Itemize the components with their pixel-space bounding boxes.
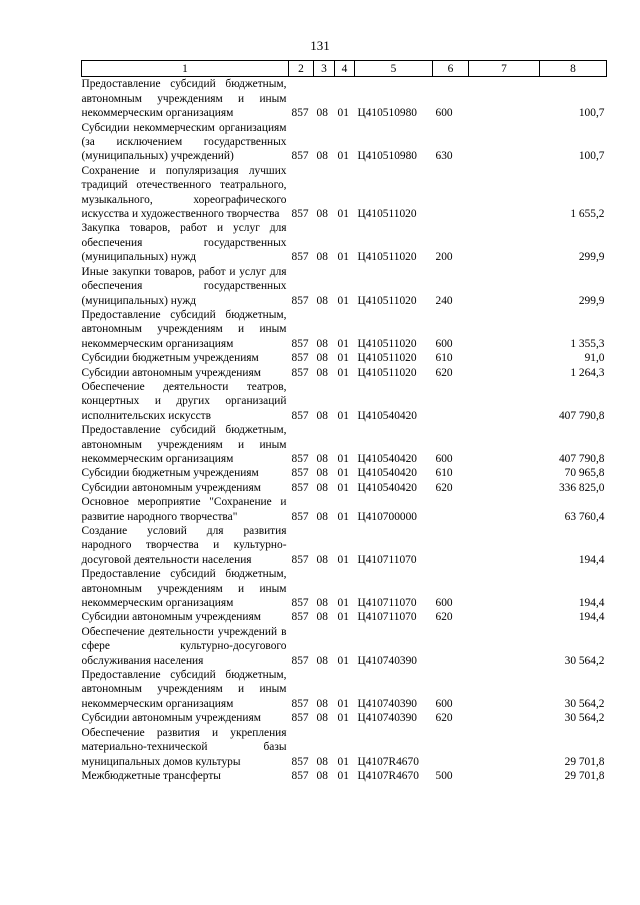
subsection-code: 01 (337, 510, 349, 523)
target-article-code: Ц410511020 (357, 251, 417, 264)
row-name: Субсидии автономным учреждениям (81, 366, 261, 379)
row-name: Иные закупки товаров, работ и услуг для обеспечения государственных (муниципальных) нужд (81, 265, 287, 307)
amount: 299,9 (578, 251, 605, 264)
subsection-code: 01 (337, 467, 349, 480)
expense-type-code: 600 (435, 337, 453, 350)
section-code: 08 (316, 611, 328, 624)
target-article-code: Ц410511020 (357, 294, 417, 307)
table-row (82, 351, 607, 365)
expense-type-code (433, 380, 469, 423)
target-article-code: Ц410511020 (357, 366, 417, 379)
amount: 336 825,0 (558, 481, 605, 494)
section-code: 08 (316, 467, 328, 480)
row-name: Субсидии бюджетным учреждениям (81, 352, 259, 365)
subsection-code: 01 (337, 712, 349, 725)
row-name: Субсидии автономным учреждениям (81, 712, 261, 725)
row-name: Обеспечение деятельности театров, концертных и других организаций исполнительских искусств (81, 380, 287, 422)
section-code: 08 (316, 697, 328, 710)
expense-type-code: 610 (435, 352, 453, 365)
column-7-value (469, 366, 540, 380)
row-name: Основное мероприятие "Сохранение и развитие народного творчества" (81, 496, 287, 523)
ministry-code: 857 (291, 208, 309, 221)
subsection-code: 01 (337, 755, 349, 768)
section-code: 08 (316, 452, 328, 465)
column-7-value (469, 308, 540, 351)
expense-type-code: 610 (435, 467, 453, 480)
column-7-value (469, 524, 540, 567)
subsection-code: 01 (337, 611, 349, 624)
column-7-value (469, 466, 540, 480)
section-code: 08 (316, 510, 328, 523)
column-header-4: 4 (335, 61, 355, 77)
expense-type-code (433, 495, 469, 524)
subsection-code: 01 (337, 337, 349, 350)
row-name: Создание условий для развития народного творчества и культурно-досуговой деятельности населения (81, 525, 287, 566)
column-7-value (469, 164, 540, 222)
ministry-code: 857 (291, 337, 309, 350)
ministry-code: 857 (291, 452, 309, 465)
table-row (82, 769, 607, 783)
table-row (82, 466, 607, 480)
row-name: Субсидии автономным учреждениям (81, 481, 261, 494)
section-code: 08 (316, 352, 328, 365)
column-header-6: 6 (433, 61, 469, 77)
table-row (82, 726, 607, 769)
amount: 91,0 (584, 352, 605, 365)
page-number: 131 (310, 38, 330, 53)
target-article-code: Ц410711070 (357, 611, 417, 624)
target-article-code: Ц410540420 (357, 409, 417, 422)
ministry-code: 857 (291, 409, 309, 422)
row-name: Субсидии некоммерческим организациям (за исключением государственных (муниципальных) учреждений) (81, 121, 287, 163)
subsection-code: 01 (337, 597, 349, 610)
target-article-code: Ц410711070 (357, 597, 417, 610)
section-code: 08 (316, 208, 328, 221)
column-7-value (469, 668, 540, 711)
ministry-code: 857 (291, 611, 309, 624)
expense-type-code: 620 (435, 481, 453, 494)
table-header (82, 61, 607, 77)
ministry-code: 857 (291, 769, 309, 782)
ministry-code: 857 (291, 597, 309, 610)
expense-type-code (433, 524, 469, 567)
expense-type-code: 620 (435, 712, 453, 725)
expense-type-code: 600 (435, 597, 453, 610)
subsection-code: 01 (337, 352, 349, 365)
amount: 194,4 (578, 553, 605, 566)
ministry-code: 857 (291, 697, 309, 710)
column-7-value (469, 77, 540, 121)
ministry-code: 857 (291, 510, 309, 523)
target-article-code: Ц410510980 (357, 107, 417, 120)
column-header-1: 1 (82, 61, 289, 77)
column-7-value (469, 481, 540, 495)
row-name: Обеспечение деятельности учреждений в сфере культурно-досугового обслуживания населения (81, 625, 287, 667)
target-article-code: Ц410740390 (357, 712, 417, 725)
target-article-code: Ц410540420 (357, 481, 417, 494)
expense-type-code: 620 (435, 366, 453, 379)
table-row (82, 265, 607, 308)
table-row (82, 380, 607, 423)
column-header-2: 2 (289, 61, 314, 77)
table-row (82, 495, 607, 524)
amount: 100,7 (578, 107, 605, 120)
section-code: 08 (316, 755, 328, 768)
budget-table (81, 60, 607, 783)
subsection-code: 01 (337, 452, 349, 465)
section-code: 08 (316, 553, 328, 566)
amount: 194,4 (578, 597, 605, 610)
row-name: Предоставление субсидий бюджетным, автономным учреждениям и иным некоммерческим организациям (81, 669, 287, 710)
row-name: Субсидии автономным учреждениям (81, 611, 261, 624)
amount: 29 701,8 (564, 755, 605, 768)
row-name: Обеспечение развития и укрепления материально-технической базы муниципальных домов культуры (81, 726, 287, 768)
amount: 1 264,3 (570, 366, 605, 379)
column-7-value (469, 495, 540, 524)
ministry-code: 857 (291, 481, 309, 494)
table-row (82, 567, 607, 610)
ministry-code: 857 (291, 366, 309, 379)
table-row (82, 423, 607, 466)
target-article-code: Ц410540420 (357, 467, 417, 480)
ministry-code: 857 (291, 553, 309, 566)
expense-type-code: 200 (435, 251, 453, 264)
expense-type-code (433, 726, 469, 769)
section-code: 08 (316, 712, 328, 725)
amount: 30 564,2 (564, 654, 605, 667)
amount: 407 790,8 (558, 409, 605, 422)
section-code: 08 (316, 251, 328, 264)
expense-type-code: 600 (435, 697, 453, 710)
row-name: Субсидии бюджетным учреждениям (81, 467, 259, 480)
subsection-code: 01 (337, 481, 349, 494)
row-name: Закупка товаров, работ и услуг для обеспечения государственных (муниципальных) нужд (81, 222, 287, 264)
subsection-code: 01 (337, 251, 349, 264)
table-row (82, 121, 607, 164)
target-article-code: Ц410740390 (357, 654, 417, 667)
table-row (82, 524, 607, 567)
expense-type-code: 620 (435, 611, 453, 624)
amount: 70 965,8 (564, 467, 605, 480)
expense-type-code: 500 (435, 769, 453, 782)
table-row (82, 164, 607, 222)
row-name: Сохранение и популяризация лучших традиций отечественного театрального, музыкального, хореографического искусства и художественного творчества (81, 164, 287, 221)
column-header-8: 8 (540, 61, 607, 77)
amount: 100,7 (578, 150, 605, 163)
ministry-code: 857 (291, 352, 309, 365)
column-7-value (469, 625, 540, 668)
subsection-code: 01 (337, 366, 349, 379)
ministry-code: 857 (291, 251, 309, 264)
column-7-value (469, 567, 540, 610)
ministry-code: 857 (291, 107, 309, 120)
row-name: Межбюджетные трансферты (81, 769, 221, 782)
amount: 29 701,8 (564, 769, 605, 782)
subsection-code: 01 (337, 294, 349, 307)
table-row (82, 668, 607, 711)
target-article-code: Ц4107R4670 (357, 755, 419, 768)
target-article-code: Ц410711070 (357, 553, 417, 566)
section-code: 08 (316, 597, 328, 610)
column-7-value (469, 610, 540, 624)
expense-type-code: 600 (435, 107, 453, 120)
column-header-5: 5 (355, 61, 433, 77)
target-article-code: Ц410511020 (357, 352, 417, 365)
row-name: Предоставление субсидий бюджетным, автономным учреждениям и иным некоммерческим организациям (81, 78, 287, 120)
column-7-value (469, 121, 540, 164)
section-code: 08 (316, 294, 328, 307)
target-article-code: Ц4107R4670 (357, 769, 419, 782)
table-row (82, 625, 607, 668)
expense-type-code (433, 625, 469, 668)
row-name: Предоставление субсидий бюджетным, автономным учреждениям и иным некоммерческим организациям (81, 568, 287, 610)
subsection-code: 01 (337, 553, 349, 566)
subsection-code: 01 (337, 769, 349, 782)
amount: 30 564,2 (564, 712, 605, 725)
column-7-value (469, 221, 540, 264)
amount: 407 790,8 (558, 452, 605, 465)
table-row (82, 366, 607, 380)
column-7-value (469, 265, 540, 308)
table-body (82, 77, 607, 783)
column-7-value (469, 726, 540, 769)
amount: 63 760,4 (564, 510, 605, 523)
ministry-code: 857 (291, 150, 309, 163)
table-row (82, 77, 607, 121)
expense-type-code: 600 (435, 452, 453, 465)
row-name: Предоставление субсидий бюджетным, автономным учреждениям и иным некоммерческим организациям (81, 308, 287, 350)
column-header-3: 3 (314, 61, 335, 77)
header-row (82, 61, 607, 77)
ministry-code: 857 (291, 467, 309, 480)
table-row (82, 481, 607, 495)
table-row (82, 711, 607, 725)
target-article-code: Ц410511020 (357, 337, 417, 350)
amount: 299,9 (578, 294, 605, 307)
section-code: 08 (316, 366, 328, 379)
target-article-code: Ц410700000 (357, 510, 417, 523)
ministry-code: 857 (291, 294, 309, 307)
section-code: 08 (316, 409, 328, 422)
target-article-code: Ц410511020 (357, 208, 417, 221)
expense-type-code (433, 164, 469, 222)
target-article-code: Ц410510980 (357, 150, 417, 163)
subsection-code: 01 (337, 654, 349, 667)
column-7-value (469, 380, 540, 423)
subsection-code: 01 (337, 208, 349, 221)
subsection-code: 01 (337, 107, 349, 120)
section-code: 08 (316, 481, 328, 494)
subsection-code: 01 (337, 150, 349, 163)
subsection-code: 01 (337, 697, 349, 710)
section-code: 08 (316, 150, 328, 163)
amount: 30 564,2 (564, 697, 605, 710)
column-header-7: 7 (469, 61, 540, 77)
column-7-value (469, 351, 540, 365)
table-row (82, 308, 607, 351)
section-code: 08 (316, 654, 328, 667)
amount: 1 655,2 (570, 208, 605, 221)
amount: 1 355,3 (570, 337, 605, 350)
section-code: 08 (316, 769, 328, 782)
column-7-value (469, 423, 540, 466)
section-code: 08 (316, 107, 328, 120)
table-row (82, 221, 607, 264)
column-7-value (469, 769, 540, 783)
target-article-code: Ц410540420 (357, 452, 417, 465)
table-row (82, 610, 607, 624)
amount: 194,4 (578, 611, 605, 624)
ministry-code: 857 (291, 755, 309, 768)
expense-type-code: 630 (435, 150, 453, 163)
ministry-code: 857 (291, 654, 309, 667)
subsection-code: 01 (337, 409, 349, 422)
section-code: 08 (316, 337, 328, 350)
row-name: Предоставление субсидий бюджетным, автономным учреждениям и иным некоммерческим организациям (81, 424, 287, 465)
column-7-value (469, 711, 540, 725)
expense-type-code: 240 (435, 294, 453, 307)
ministry-code: 857 (291, 712, 309, 725)
target-article-code: Ц410740390 (357, 697, 417, 710)
